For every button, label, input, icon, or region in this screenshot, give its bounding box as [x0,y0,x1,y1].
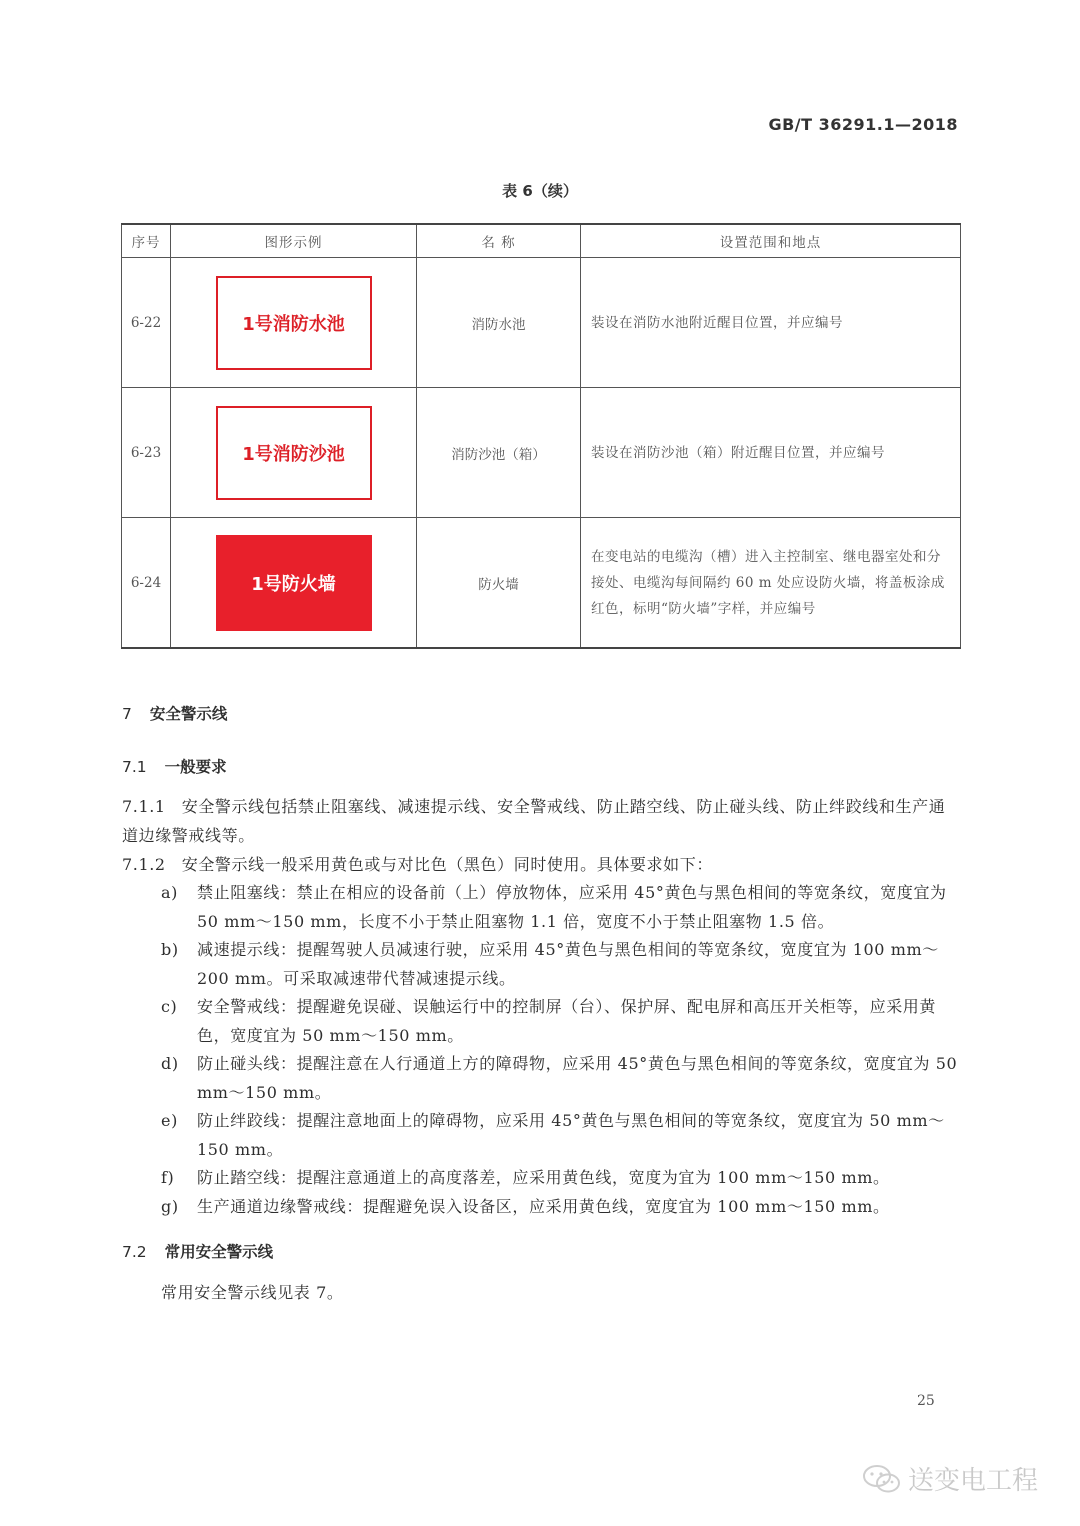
list-item [161,993,960,1050]
row-number: 6-24 [122,518,171,649]
firewall-sign: 1号防火墙 [216,535,372,631]
wechat-icon [862,1464,902,1494]
list-item-text: 防止绊跤线：提醒注意地面上的障碍物，应采用 45°黄色与黑色相间的等宽条纹，宽度宜为 50 mm～150 mm。 [197,1111,945,1159]
list-item-text: 禁止阻塞线：禁止在相应的设备前（上）停放物体，应采用 45°黄色与黑色相间的等宽条纹，宽度宜为 50 mm～150 mm，长度不小于禁止阻塞物 1.1 倍，宽度不小于禁止阻塞物 1.5 倍。 [197,883,947,931]
column-header-example: 图形示例 [171,224,417,258]
clause-number: 7.1.1 [122,797,166,816]
list-item [161,1193,960,1222]
list-item-text: 减速提示线：提醒驾驶人员减速行驶，应采用 45°黄色与黑色相间的等宽条纹，宽度宜为 100 mm～200 mm。可采取减速带代替减速提示线。 [197,940,939,988]
table-row [122,258,961,388]
list-item [161,936,960,993]
section-7-1-heading [122,755,960,777]
fire-pool-sign: 1号消防水池 [216,276,372,370]
sign-name: 防火墙 [417,518,581,649]
fire-sand-pool-sign: 1号消防沙池 [216,406,372,500]
section-7-heading [122,702,960,724]
clause-7-1-2 [122,851,960,880]
list-item [161,1050,960,1107]
sign-example-cell [171,388,417,518]
page-number: 25 [917,1393,935,1409]
list-item-tag: e) [161,1111,178,1130]
sign-location: 装设在消防水池附近醒目位置，并应编号 [581,258,961,388]
list-item [161,879,960,936]
list-item-tag: f) [161,1168,175,1187]
section-number: 7.2 [122,1243,147,1261]
section-title: 常用安全警示线 [164,1243,274,1261]
list-item [161,1107,960,1164]
row-number: 6-23 [122,388,171,518]
sign-location: 在变电站的电缆沟（槽）进入主控制室、继电器室处和分接处、电缆沟每间隔约 60 m 处应设防火墙，将盖板涂成红色，标明“防火墙”字样，并应编号 [581,518,961,649]
list-item-tag: d) [161,1054,179,1073]
clause-text: 安全警示线包括禁止阻塞线、减速提示线、安全警戒线、防止踏空线、防止碰头线、防止绊跤线和生产通道边缘警戒线等。 [122,797,946,845]
section-number: 7.1 [122,758,147,776]
table-caption: 表 6（续） [502,182,578,200]
list-item-text: 生产通道边缘警戒线：提醒避免误入设备区，应采用黄色线，宽度宜为 100 mm～150 mm。 [197,1197,890,1216]
clause-7-1-1 [122,793,960,850]
column-header-no: 序号 [122,224,171,258]
column-header-location: 设置范围和地点 [581,224,961,258]
clause-text: 安全警示线一般采用黄色或与对比色（黑色）同时使用。具体要求如下： [181,855,713,874]
list-item-text: 防止踏空线：提醒注意通道上的高度落差，应采用黄色线，宽度为宜为 100 mm～150 mm。 [197,1168,890,1187]
section-title: 一般要求 [164,758,227,776]
watermark-text: 送变电工程 [908,1466,1039,1496]
clause-7-2-text: 常用安全警示线见表 7。 [161,1283,344,1302]
list-item-tag: a) [161,883,178,902]
sign-location: 装设在消防沙池（箱）附近醒目位置，并应编号 [581,388,961,518]
list-item-text: 安全警戒线：提醒避免误碰、误触运行中的控制屏（台）、保护屏、配电屏和高压开关柜等，应采用黄色，宽度宜为 50 mm～150 mm。 [197,997,937,1045]
table-header-row [122,224,961,258]
sign-example-cell [171,258,417,388]
watermark [862,1460,1038,1497]
list-item [161,1164,960,1193]
sign-name: 消防水池 [417,258,581,388]
sign-table [121,223,961,649]
row-number: 6-22 [122,258,171,388]
table-row [122,388,961,518]
standard-number: GB/T 36291.1—2018 [768,115,958,134]
clause-number: 7.1.2 [122,855,166,874]
list-item-tag: g) [161,1197,179,1216]
table-row [122,518,961,649]
section-title: 安全警示线 [149,705,228,723]
list-item-tag: c) [161,997,178,1016]
section-7-2-heading [122,1240,960,1262]
column-header-name: 名 称 [417,224,581,258]
sign-name: 消防沙池（箱） [417,388,581,518]
list-item-tag: b) [161,940,179,959]
sign-example-cell [171,518,417,649]
list-item-text: 防止碰头线：提醒注意在人行通道上方的障碍物，应采用 45°黄色与黑色相间的等宽条纹，宽度宜为 50 mm～150 mm。 [197,1054,958,1102]
section-number: 7 [122,705,132,723]
